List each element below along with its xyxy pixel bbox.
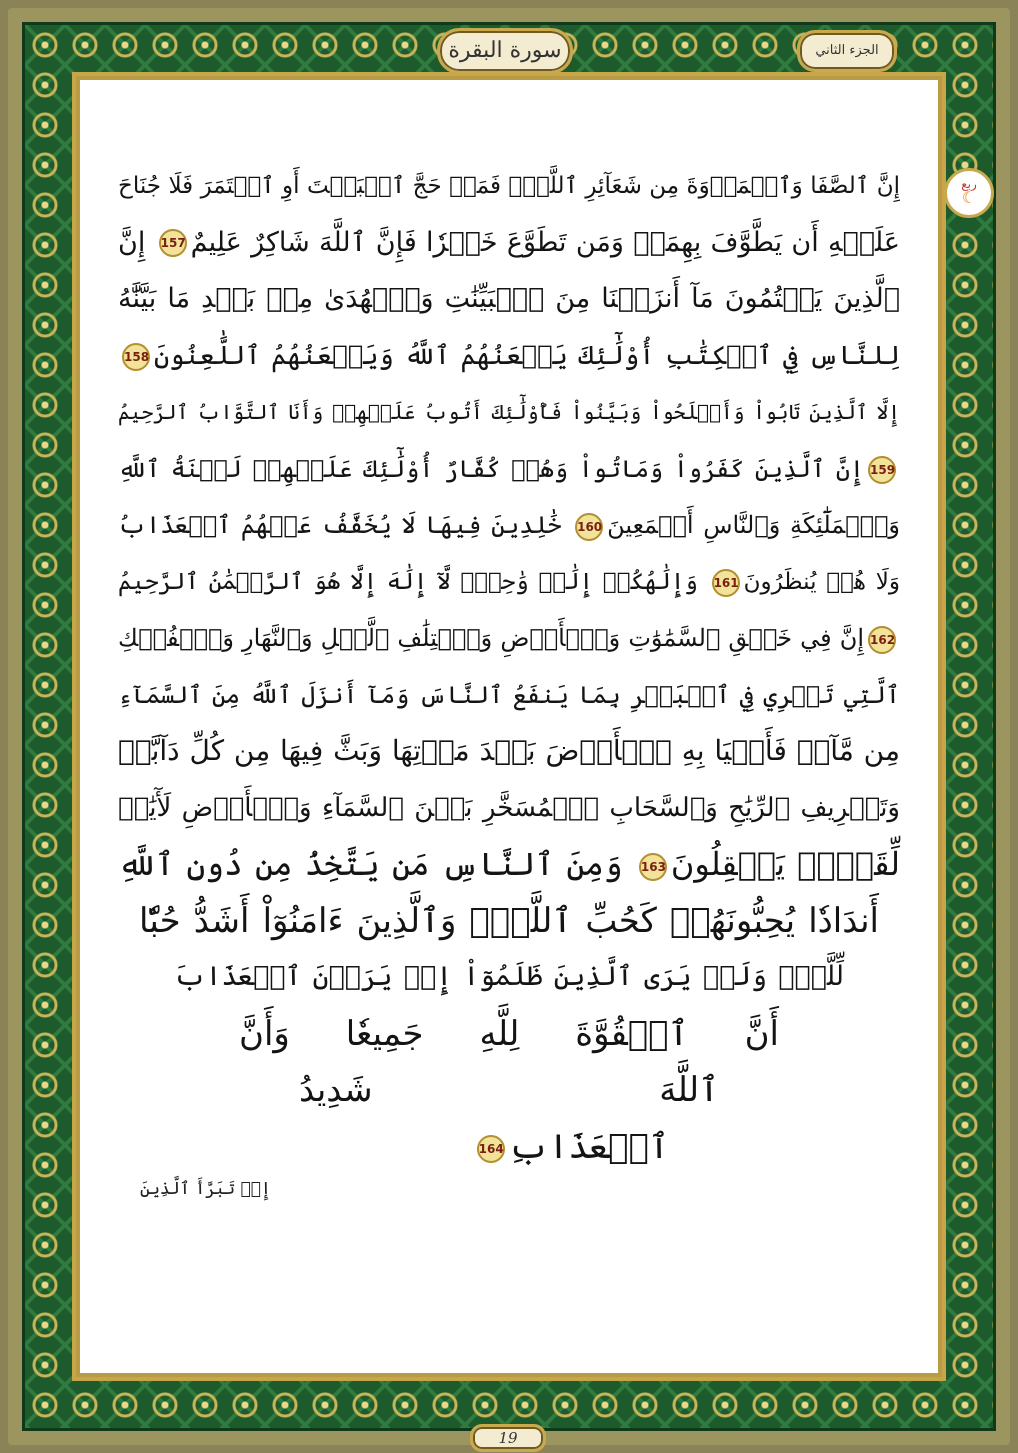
- verse-text: ٱلَّتِي تَجۡرِي فِي ٱلۡبَحۡرِ بِمَا يَنفَعُ ٱلنَّاسَ وَمَآ أَنزَلَ ٱللَّهُ مِنَ ٱلسَّمَآءِ: [118, 680, 900, 709]
- verse-text: مِن مَّآءٖ فَأَحۡيَا بِهِ ٱلۡأَرۡضَ بَعۡدَ مَوۡتِهَا وَبَثَّ فِيهَا مِن كُلِّ دَآبَّةٖ: [118, 734, 900, 767]
- ayah-number-marker: 160: [575, 513, 603, 541]
- verse-text: إِنَّ: [118, 226, 155, 258]
- verse-line: [349, 1119, 669, 1175]
- ayah-number-marker: 162: [868, 626, 896, 654]
- verse-line: [118, 723, 900, 779]
- verse-text: ٱللَّهَ شَدِيدُ: [299, 1070, 719, 1110]
- rub-el-hizb-marker: [944, 168, 994, 218]
- crescent-icon: ☾: [961, 188, 977, 207]
- ayah-number-marker: 161: [712, 569, 740, 597]
- verse-line: [299, 1062, 719, 1118]
- verse-text: وَتَصۡرِيفِ ٱلرِّيَٰحِ وَٱلسَّحَابِ ٱلۡمُسَخَّرِ بَيۡنَ ٱلسَّمَآءِ وَٱلۡأَرۡضِ لَأٓيَٰتٖ: [118, 792, 900, 823]
- verse-line: [239, 1006, 779, 1062]
- verse-text: أَنَّ ٱلۡقُوَّةَ لِلَّهِ جَمِيعٗا وَأَنَّ: [239, 1013, 779, 1054]
- verse-text: إِنَّ فِي خَلۡقِ ٱلسَّمَٰوَٰتِ وَٱلۡأَرۡضِ وَٱخۡتِلَٰفِ ٱلَّيۡلِ وَٱلنَّهَارِ وَٱلۡفُلۡكِ: [118, 624, 864, 652]
- juz-name: الجزء الثاني: [797, 30, 897, 72]
- verse-text: خَٰلِدِينَ فِيهَا لَا يُخَفَّفُ عَنۡهُمُ ٱلۡعَذَابُ: [118, 511, 572, 539]
- verse-line: [118, 610, 900, 666]
- verse-text: وَلَا هُمۡ يُنظَرُونَ: [743, 568, 900, 595]
- verse-text: وَإِلَٰهُكُمۡ إِلَٰهٞ وَٰحِدٞۖ لَّآ إِلَٰهَ إِلَّا هُوَ ٱلرَّحۡمَٰنُ ٱلرَّحِيمُ: [118, 568, 708, 595]
- ayah-number-marker: 164: [477, 1135, 505, 1163]
- verse-text: إِنَّ ٱلَّذِينَ كَفَرُواْ وَمَاتُواْ وَهُمۡ كُفَّارٌ أُوْلَٰٓئِكَ عَلَيۡهِمۡ لَعۡنَةُ ٱللَّهِ: [118, 454, 864, 483]
- verse-text: ٱلَّذِينَ يَكۡتُمُونَ مَآ أَنزَلۡنَا مِنَ ٱلۡبَيِّنَٰتِ وَٱلۡهُدَىٰ مِنۢ بَعۡدِ مَا بَيَّنَّٰهُ: [118, 283, 900, 314]
- verse-line: [118, 667, 900, 723]
- page-number: 19: [470, 1424, 546, 1452]
- verse-text: وَٱلۡمَلَٰٓئِكَةِ وَٱلنَّاسِ أَجۡمَعِينَ: [607, 511, 900, 539]
- verse-line: [118, 780, 900, 836]
- verse-text: لِلنَّاسِ فِي ٱلۡكِتَٰبِ أُوْلَٰٓئِكَ يَلۡعَنُهُمُ ٱللَّهُ وَيَلۡعَنُهُمُ ٱللَّٰعِنُونَ: [154, 340, 900, 371]
- verse-text: إِنَّ ٱلصَّفَا وَٱلۡمَرۡوَةَ مِن شَعَآئِرِ ٱللَّهِۖ فَمَنۡ حَجَّ ٱلۡبَيۡتَ أَوِ ٱعۡتَمَرَ فَلَا جُنَاحَ: [118, 173, 900, 199]
- verse-line: [174, 949, 844, 1005]
- verse-line: [118, 497, 900, 553]
- verse-line: [118, 158, 900, 214]
- verse-line: [118, 836, 900, 892]
- ayah-number-marker: 158: [122, 343, 150, 371]
- rub-label: ربع: [961, 177, 977, 191]
- verse-text: لِّلَّهِۗ وَلَوۡ يَرَى ٱلَّذِينَ ظَلَمُوٓاْ إِذۡ يَرَوۡنَ ٱلۡعَذَابَ: [174, 961, 844, 992]
- verse-text: أَندَادٗا يُحِبُّونَهُمۡ كَحُبِّ ٱللَّهِۖ وَٱلَّذِينَ ءَامَنُوٓاْ أَشَدُّ حُبّٗا: [139, 900, 879, 941]
- ayah-number-marker: 163: [639, 853, 667, 881]
- verse-line: [139, 893, 879, 949]
- verse-text: عَلَيۡهِ أَن يَطَّوَّفَ بِهِمَاۚ وَمَن تَطَوَّعَ خَيۡرٗا فَإِنَّ ٱللَّهَ شَاكِرٌ عَلِيمٌ: [190, 226, 900, 258]
- surah-name: سورة البقرة: [437, 28, 573, 74]
- verse-line: [118, 271, 900, 327]
- verse-line: [118, 554, 900, 610]
- verse-text: وَمِنَ ٱلنَّاسِ مَن يَتَّخِذُ مِن دُونِ ٱللَّهِ: [118, 845, 635, 883]
- verse-line: [118, 215, 900, 271]
- verse-line: [118, 441, 900, 497]
- ayah-number-marker: 159: [868, 456, 896, 484]
- catchword: إِذۡ تَبَرَّأَ ٱلَّذِينَ: [140, 1179, 271, 1199]
- verse-text: لِّقَوۡمٖ يَعۡقِلُونَ: [670, 845, 900, 883]
- verse-line: [118, 328, 900, 384]
- verse-line: [118, 384, 900, 440]
- ayah-number-marker: 157: [159, 229, 187, 257]
- verse-text: إِلَّا ٱلَّذِينَ تَابُواْ وَأَصۡلَحُواْ وَبَيَّنُواْ فَأُوْلَٰٓئِكَ أَتُوبُ عَلَيۡهِمۡ وَأَنَا ٱلتَّوَّابُ ٱلرَّحِيمُ: [118, 400, 900, 424]
- verse-text: ٱلۡعَذَابِ: [508, 1126, 669, 1167]
